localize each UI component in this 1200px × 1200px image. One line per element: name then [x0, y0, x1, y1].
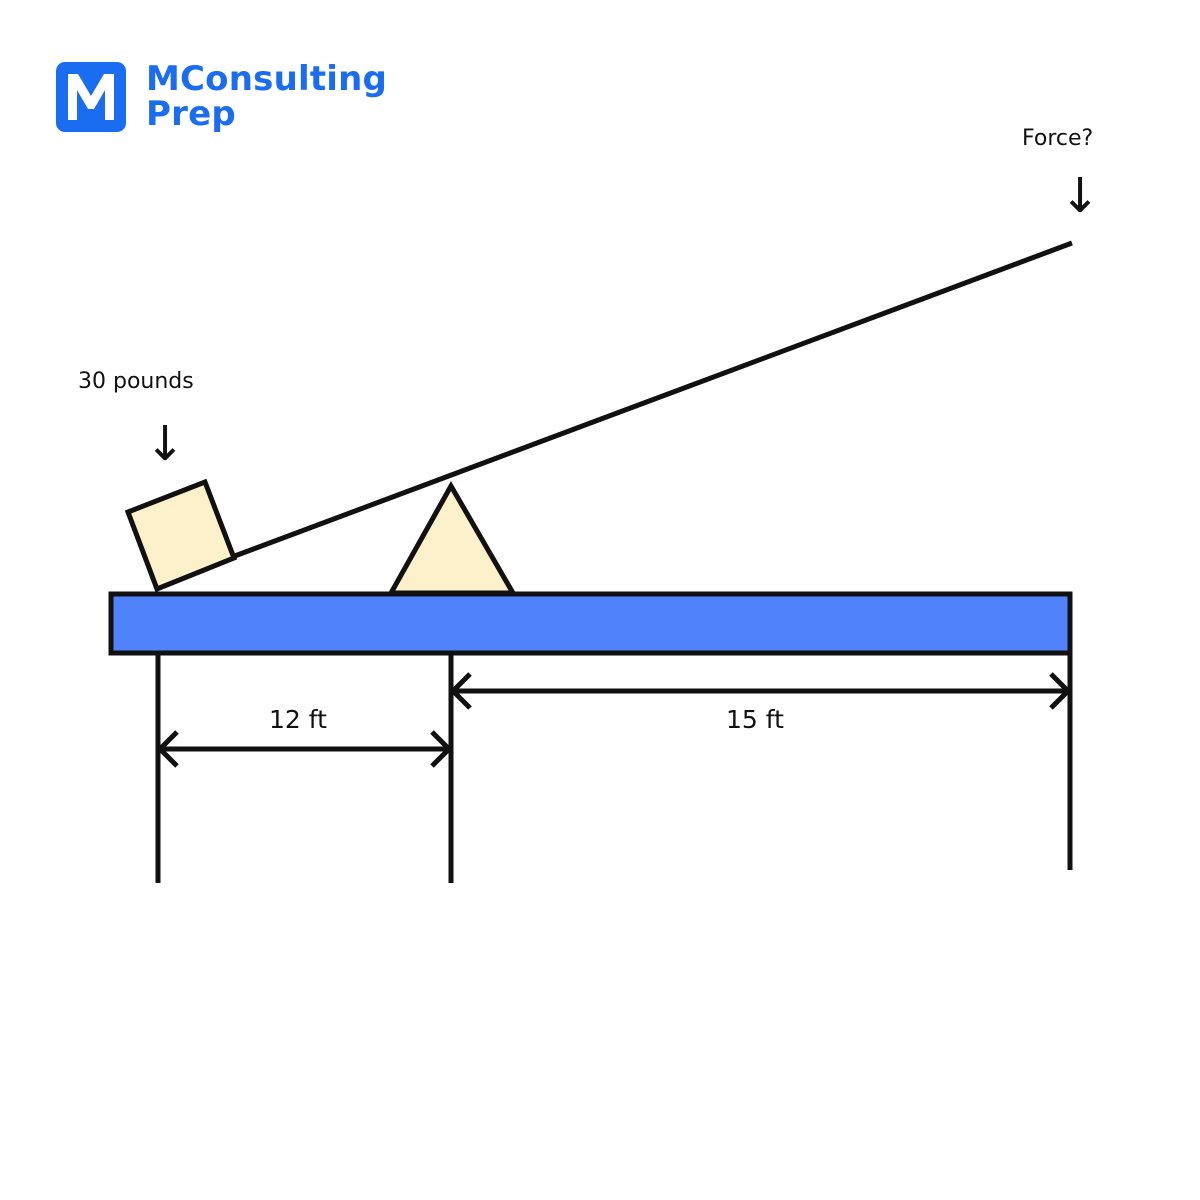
weight-down-arrow-icon: ↓ [145, 416, 186, 472]
right-distance-label: 15 ft [726, 705, 784, 734]
force-down-arrow-icon: ↓ [1060, 168, 1101, 224]
weight-label: 30 pounds [78, 369, 194, 394]
brand-name-line2: Prep [146, 94, 236, 134]
fulcrum-triangle [391, 486, 513, 593]
dimension-arrow-12ft [160, 732, 449, 766]
lever-line [232, 243, 1072, 557]
dimension-arrow-15ft [453, 674, 1068, 708]
weight-block [128, 482, 234, 589]
brand-name-line1: MConsulting [146, 59, 388, 99]
base-beam [111, 594, 1070, 653]
force-label: Force? [1022, 126, 1094, 151]
left-distance-label: 12 ft [269, 705, 327, 734]
